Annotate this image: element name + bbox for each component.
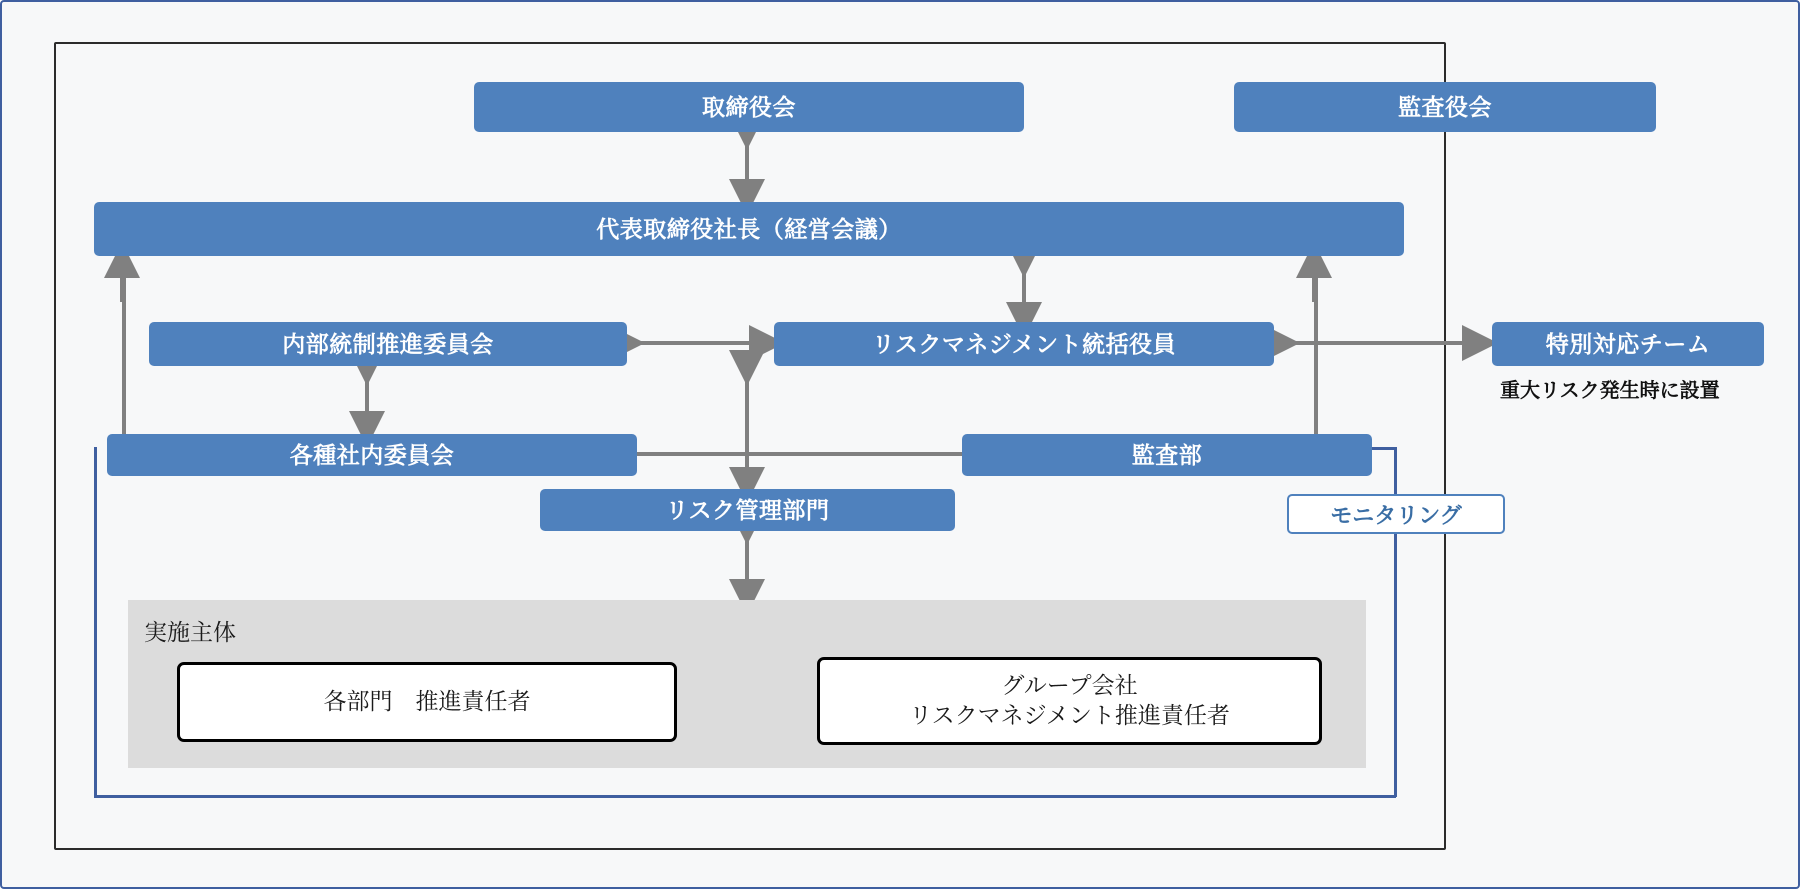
- node-department-managers[interactable]: 各部門 推進責任者: [177, 662, 677, 742]
- node-group-companies-line2: リスクマネジメント推進責任者: [909, 702, 1230, 728]
- implementation-panel-label: 実施主体: [144, 619, 236, 645]
- node-group-companies[interactable]: [817, 657, 1322, 745]
- node-internal-control-committee[interactable]: 内部統制推進委員会: [149, 322, 627, 366]
- node-internal-committees[interactable]: 各種社内委員会: [107, 434, 637, 476]
- node-risk-management-officer[interactable]: リスクマネジメント統括役員: [774, 322, 1274, 366]
- connector-committees-to-president: [122, 264, 126, 454]
- node-risk-management-division[interactable]: リスク管理部門: [540, 489, 955, 531]
- connector-audit-to-president: [1314, 264, 1318, 454]
- node-special-response-team[interactable]: 特別対応チーム: [1492, 322, 1764, 366]
- monitoring-loop-left: [94, 447, 97, 797]
- node-audit-and-supervisory-board[interactable]: 監査役会: [1234, 82, 1656, 132]
- node-audit-department[interactable]: 監査部: [962, 434, 1372, 476]
- node-president[interactable]: 代表取締役社長（経営会議）: [94, 202, 1404, 256]
- special-response-team-note: 重大リスク発生時に設置: [1500, 380, 1720, 402]
- node-group-companies-line1: グループ会社: [1001, 672, 1138, 699]
- monitoring-loop-bottom: [94, 795, 1396, 798]
- node-board-of-directors[interactable]: 取締役会: [474, 82, 1024, 132]
- monitoring-tag: モニタリング: [1287, 494, 1505, 534]
